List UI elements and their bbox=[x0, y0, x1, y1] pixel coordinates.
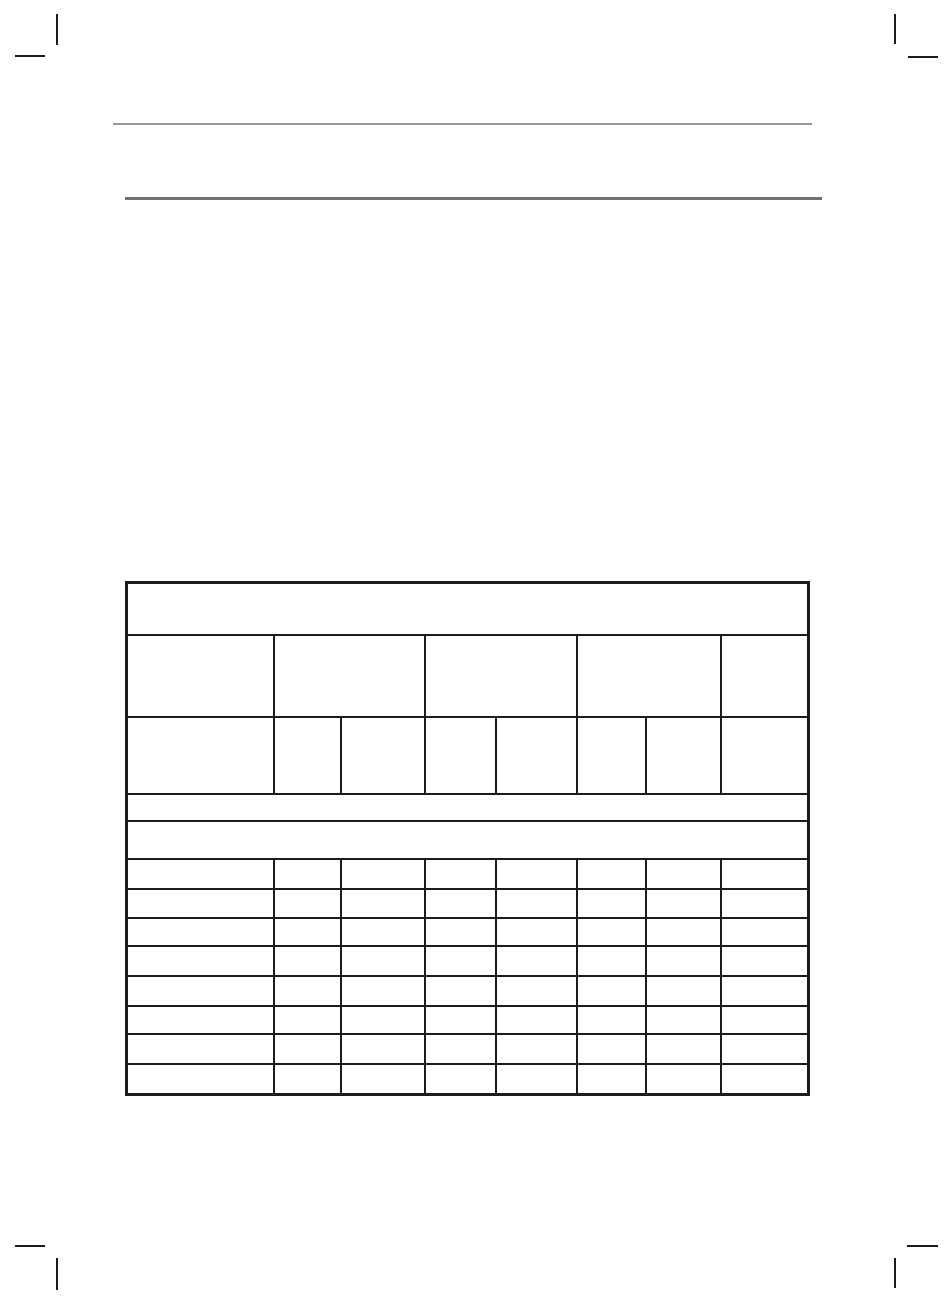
crop-mark-bottom-right-vertical bbox=[894, 1258, 896, 1288]
table-row-data bbox=[127, 918, 809, 946]
data-cell bbox=[496, 918, 577, 946]
data-cell bbox=[127, 1006, 274, 1034]
data-cell bbox=[646, 976, 721, 1006]
data-cell bbox=[646, 1064, 721, 1095]
reference-table-container bbox=[125, 581, 810, 1096]
data-cell bbox=[496, 889, 577, 918]
data-cell bbox=[646, 918, 721, 946]
data-cell bbox=[721, 859, 809, 889]
data-cell bbox=[274, 1064, 341, 1095]
data-cell bbox=[274, 1006, 341, 1034]
data-cell bbox=[274, 889, 341, 918]
data-cell bbox=[721, 976, 809, 1006]
table-row-data bbox=[127, 1034, 809, 1064]
data-cell bbox=[341, 946, 425, 976]
table-row-group-header bbox=[127, 635, 809, 717]
data-cell bbox=[496, 1034, 577, 1064]
data-cell bbox=[127, 976, 274, 1006]
data-cell bbox=[127, 1064, 274, 1095]
data-cell bbox=[721, 918, 809, 946]
group-header-cell bbox=[577, 635, 721, 717]
table-row-data bbox=[127, 859, 809, 889]
data-cell bbox=[425, 1006, 496, 1034]
data-cell bbox=[721, 1006, 809, 1034]
data-cell bbox=[341, 918, 425, 946]
data-cell bbox=[341, 976, 425, 1006]
crop-mark-top-left-horizontal bbox=[15, 55, 45, 57]
sub-header-cell bbox=[646, 717, 721, 794]
data-cell bbox=[721, 889, 809, 918]
data-cell bbox=[274, 918, 341, 946]
sub-header-cell bbox=[721, 717, 809, 794]
section-band-cell bbox=[127, 821, 809, 859]
data-cell bbox=[127, 918, 274, 946]
data-cell bbox=[577, 976, 646, 1006]
group-header-cell bbox=[425, 635, 577, 717]
data-cell bbox=[127, 859, 274, 889]
data-cell bbox=[341, 1064, 425, 1095]
crop-mark-top-right-vertical bbox=[894, 14, 896, 44]
sub-header-cell bbox=[127, 717, 274, 794]
data-cell bbox=[646, 859, 721, 889]
table-row-data bbox=[127, 946, 809, 976]
data-cell bbox=[274, 976, 341, 1006]
table-row-sub-header bbox=[127, 717, 809, 794]
crop-mark-top-right-horizontal bbox=[908, 56, 938, 58]
crop-mark-bottom-left-horizontal bbox=[15, 1245, 45, 1247]
data-cell bbox=[496, 976, 577, 1006]
data-cell bbox=[425, 946, 496, 976]
data-cell bbox=[577, 1006, 646, 1034]
data-cell bbox=[274, 946, 341, 976]
table-row-spacer bbox=[127, 794, 809, 821]
data-cell bbox=[577, 1034, 646, 1064]
data-cell bbox=[425, 918, 496, 946]
table-title-cell bbox=[127, 583, 809, 635]
data-cell bbox=[341, 1006, 425, 1034]
data-cell bbox=[425, 859, 496, 889]
group-header-cell bbox=[274, 635, 425, 717]
data-cell bbox=[646, 1006, 721, 1034]
data-cell bbox=[646, 889, 721, 918]
data-cell bbox=[721, 1034, 809, 1064]
table-row-data bbox=[127, 1006, 809, 1034]
sub-header-cell bbox=[496, 717, 577, 794]
sub-header-cell bbox=[274, 717, 341, 794]
data-cell bbox=[425, 889, 496, 918]
data-cell bbox=[127, 889, 274, 918]
reference-table bbox=[125, 581, 810, 1096]
crop-mark-bottom-right-horizontal bbox=[907, 1245, 938, 1247]
data-cell bbox=[577, 918, 646, 946]
header-rule-bottom bbox=[125, 197, 822, 200]
data-cell bbox=[341, 1034, 425, 1064]
data-cell bbox=[721, 946, 809, 976]
table-row-data bbox=[127, 889, 809, 918]
data-cell bbox=[341, 859, 425, 889]
data-cell bbox=[127, 1034, 274, 1064]
spacer-row-cell bbox=[127, 794, 809, 821]
crop-mark-top-left-vertical bbox=[56, 14, 58, 45]
group-header-cell bbox=[127, 635, 274, 717]
data-cell bbox=[127, 946, 274, 976]
data-cell bbox=[577, 889, 646, 918]
data-cell bbox=[496, 1064, 577, 1095]
table-row-data bbox=[127, 976, 809, 1006]
data-cell bbox=[341, 889, 425, 918]
data-cell bbox=[425, 976, 496, 1006]
data-cell bbox=[274, 1034, 341, 1064]
header-rule-top bbox=[113, 123, 812, 125]
data-cell bbox=[496, 1006, 577, 1034]
data-cell bbox=[425, 1064, 496, 1095]
data-cell bbox=[577, 859, 646, 889]
crop-mark-bottom-left-vertical bbox=[56, 1258, 58, 1290]
table-row-section-band bbox=[127, 821, 809, 859]
data-cell bbox=[646, 1034, 721, 1064]
data-cell bbox=[721, 1064, 809, 1095]
data-cell bbox=[496, 946, 577, 976]
data-cell bbox=[425, 1034, 496, 1064]
sub-header-cell bbox=[425, 717, 496, 794]
data-cell bbox=[496, 859, 577, 889]
group-header-cell bbox=[721, 635, 809, 717]
sub-header-cell bbox=[341, 717, 425, 794]
data-cell bbox=[274, 859, 341, 889]
data-cell bbox=[577, 1064, 646, 1095]
sub-header-cell bbox=[577, 717, 646, 794]
data-cell bbox=[646, 946, 721, 976]
table-row-title bbox=[127, 583, 809, 635]
table-row-data bbox=[127, 1064, 809, 1095]
data-cell bbox=[577, 946, 646, 976]
